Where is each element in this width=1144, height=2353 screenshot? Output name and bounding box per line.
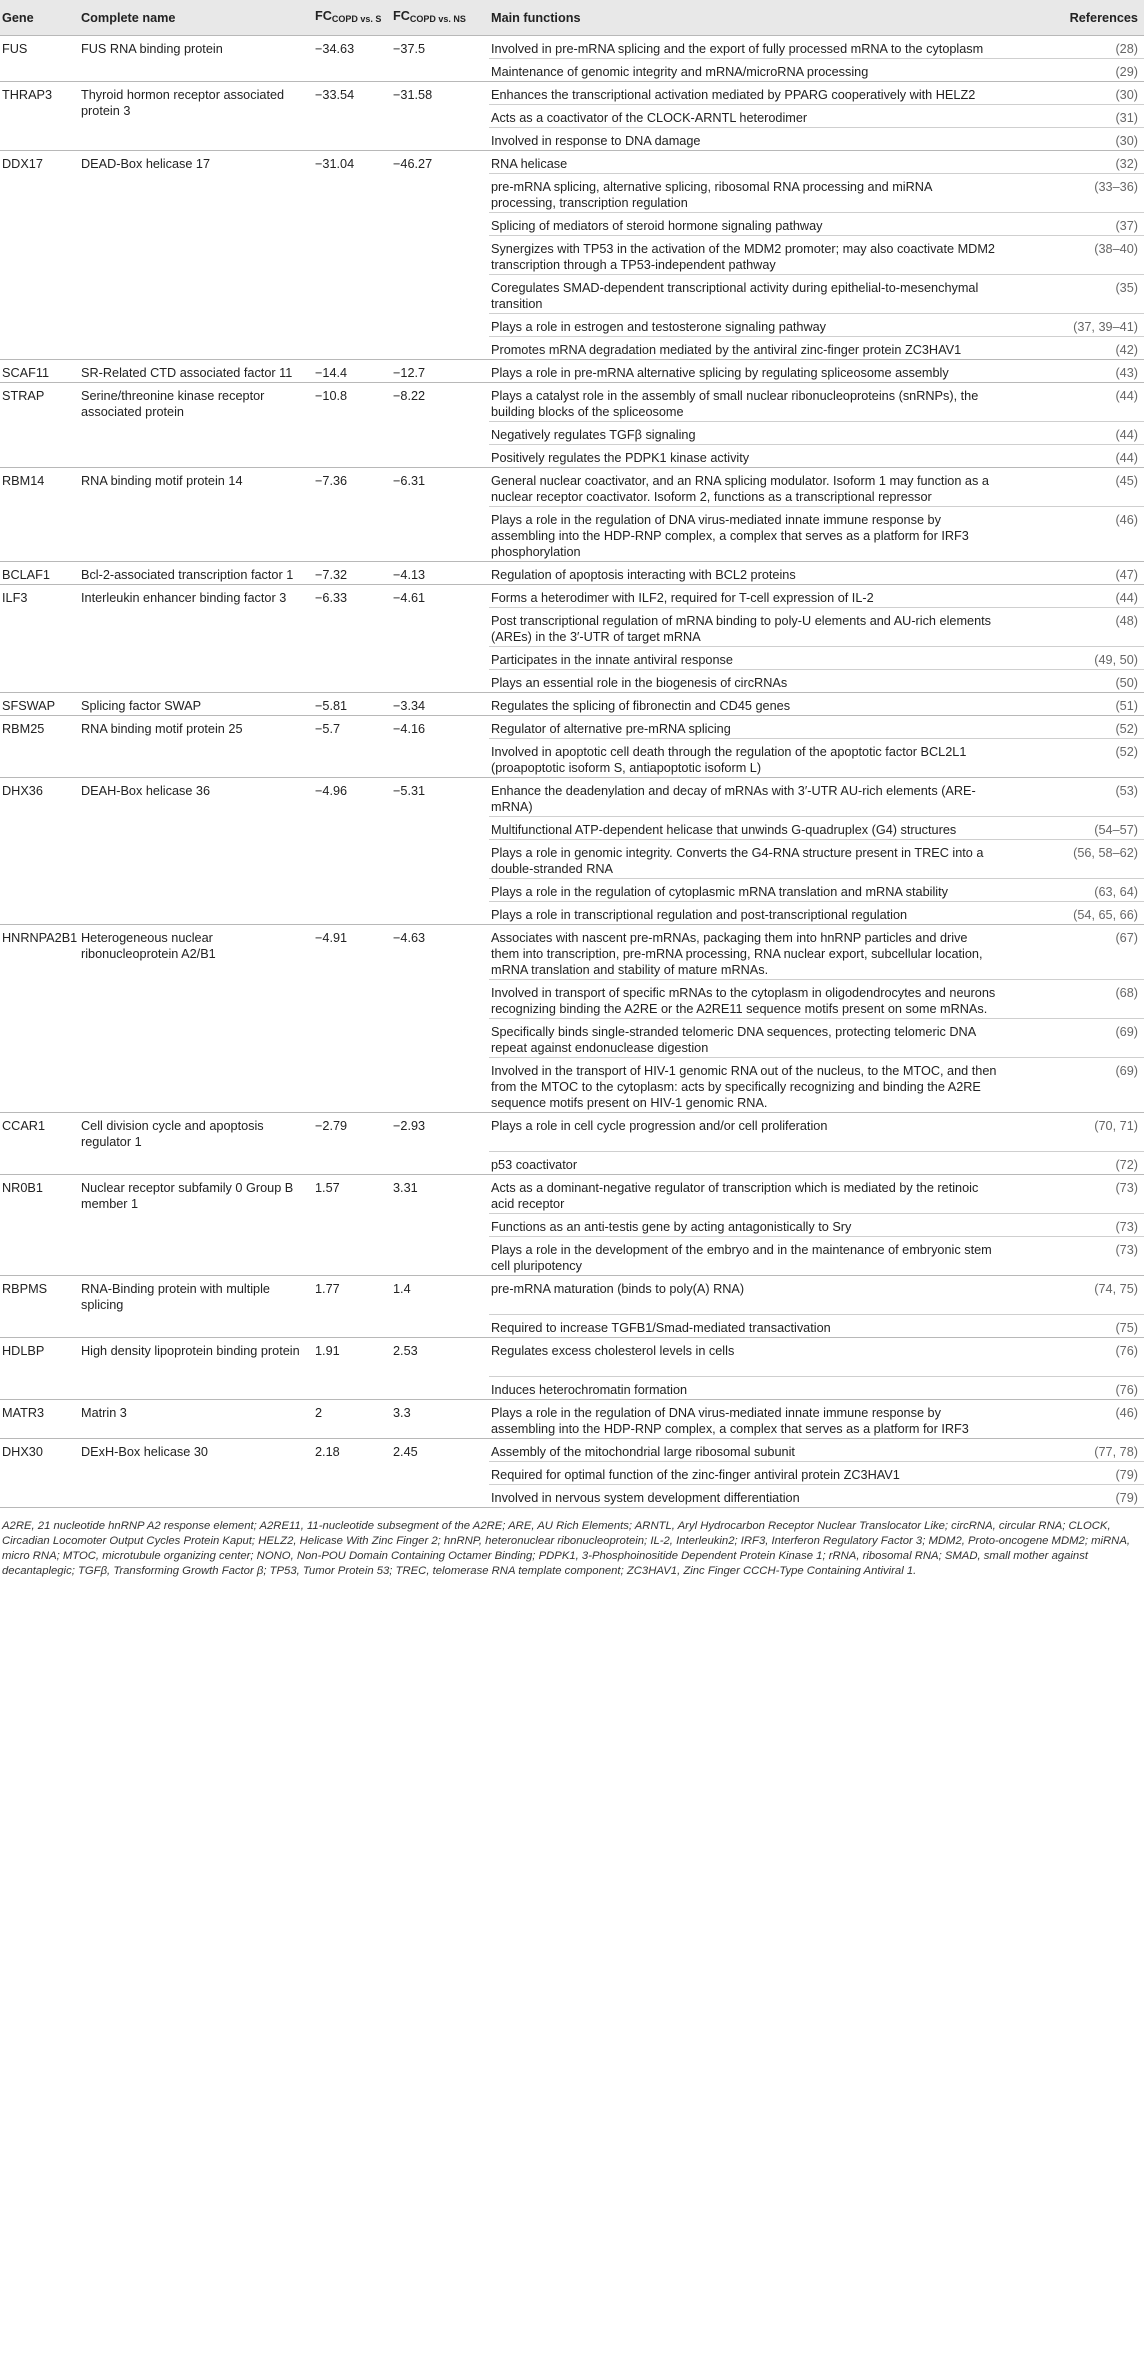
reference: (51) — [1003, 693, 1144, 716]
reference: (43) — [1003, 360, 1144, 383]
reference: (53) — [1003, 778, 1144, 817]
main-function: Post transcriptional regulation of mRNA binding to poly-U elements and AU-rich elements (AREs) in the 3′-UTR of target mRNA — [489, 608, 1003, 647]
main-function: Plays a role in genomic integrity. Converts the G4-RNA structure present in TREC into a double-stranded RNA — [489, 840, 1003, 879]
reference: (67) — [1003, 925, 1144, 980]
reference: (74, 75) — [1003, 1276, 1144, 1315]
gene-symbol: SFSWAP — [0, 693, 79, 716]
header-fc-copd-vs-ns: $FC_{COPD vs. NS}$ — [391, 0, 489, 36]
fc-copd-vs-ns: −37.5 — [391, 36, 489, 82]
gene-symbol: FUS — [0, 36, 79, 82]
gene-complete-name: RNA binding motif protein 25 — [79, 716, 313, 778]
reference: (38–40) — [1003, 236, 1144, 275]
table-row — [0, 36, 1144, 59]
gene-symbol: NR0B1 — [0, 1175, 79, 1276]
main-function: Involved in apoptotic cell death through the regulation of the apoptotic factor BCL2L1 (proapoptotic isoform S, antiapoptotic isoform L) — [489, 739, 1003, 778]
table-row — [0, 1276, 1144, 1315]
gene-symbol: BCLAF1 — [0, 562, 79, 585]
gene-complete-name: RNA binding motif protein 14 — [79, 468, 313, 562]
fc-copd-vs-s: 1.77 — [313, 1276, 391, 1338]
fc-copd-vs-s: −10.8 — [313, 383, 391, 468]
main-function: Involved in nervous system development differentiation — [489, 1485, 1003, 1508]
fc-copd-vs-s: −4.96 — [313, 778, 391, 925]
reference: (29) — [1003, 59, 1144, 82]
gene-complete-name: DEAD-Box helicase 17 — [79, 151, 313, 360]
main-function: Plays a role in pre-mRNA alternative splicing by regulating spliceosome assembly — [489, 360, 1003, 383]
table-header-row — [0, 0, 1144, 36]
fc-copd-vs-ns: 2.53 — [391, 1338, 489, 1400]
reference: (69) — [1003, 1019, 1144, 1058]
reference: (54–57) — [1003, 817, 1144, 840]
table-footnote: A2RE, 21 nucleotide hnRNP A2 response element; A2RE11, 11-nucleotide subsegment of the A2RE; ARE, AU Rich Elements; ARNTL, Aryl Hydrocarbon Receptor Nuclear Translocator Like; circRNA, circular RNA; CLOCK, Circadian Locomoter Output Cycles Protein Kaput; HELZ2, Helicase With Zinc Finger 2; hnRNP, heteronuclear ribonucleoprotein; IL-2, Interleukin2; IRF3, Interferon Regulatory Factor 3; MDM2, Proto-oncogene MDM2; miRNA, micro RNA; MTOC, microtubule organizing center; NONO, Non-POU Domain Containing Octamer Binding; PDPK1, 3-Phosphoinositide Dependent Protein Kinase 1; rRNA, ribosomal RNA; SMAD, small mother against decantaplegic; TGFβ, Transforming Growth Factor β; TP53, Tumor Protein 53; TREC, telomerase RNA template component; ZC3HAV1, Zinc Finger CCCH-Type Containing Antiviral 1. — [0, 1507, 1144, 1579]
reference: (76) — [1003, 1377, 1144, 1400]
gene-complete-name: Interleukin enhancer binding factor 3 — [79, 585, 313, 693]
main-function: Involved in the transport of HIV-1 genomic RNA out of the nucleus, to the MTOC, and then from the MTOC to the cytoplasm: acts by specifically recognizing and binding the A2RE sequence motifs present on HIV-1 genomic RNA. — [489, 1058, 1003, 1113]
main-function: p53 coactivator — [489, 1152, 1003, 1175]
gene-complete-name: Heterogeneous nuclear ribonucleoprotein A2/B1 — [79, 925, 313, 1113]
fc-copd-vs-s: −6.33 — [313, 585, 391, 693]
fc-copd-vs-ns: 1.4 — [391, 1276, 489, 1338]
main-function: Forms a heterodimer with ILF2, required for T-cell expression of IL-2 — [489, 585, 1003, 608]
main-function: Participates in the innate antiviral response — [489, 647, 1003, 670]
gene-symbol: THRAP3 — [0, 82, 79, 151]
main-function: Negatively regulates TGFβ signaling — [489, 422, 1003, 445]
reference: (70, 71) — [1003, 1113, 1144, 1152]
gene-complete-name: RNA-Binding protein with multiple splicing — [79, 1276, 313, 1338]
main-function: Splicing of mediators of steroid hormone signaling pathway — [489, 213, 1003, 236]
gene-symbol: RBPMS — [0, 1276, 79, 1338]
fc-copd-vs-s: −5.7 — [313, 716, 391, 778]
main-function: Involved in transport of specific mRNAs to the cytoplasm in oligodendrocytes and neurons recognizing binding the A2RE or the A2RE11 sequence motifs present on some mRNAs. — [489, 980, 1003, 1019]
fc-copd-vs-ns: 3.31 — [391, 1175, 489, 1276]
fc-copd-vs-s: −2.79 — [313, 1113, 391, 1175]
reference: (46) — [1003, 507, 1144, 562]
reference: (73) — [1003, 1175, 1144, 1214]
fc-copd-vs-ns: −2.93 — [391, 1113, 489, 1175]
table-row — [0, 1400, 1144, 1439]
reference: (73) — [1003, 1214, 1144, 1237]
fc-copd-vs-ns: −6.31 — [391, 468, 489, 562]
gene-symbol: HDLBP — [0, 1338, 79, 1400]
fc-copd-vs-s: −4.91 — [313, 925, 391, 1113]
gene-complete-name: FUS RNA binding protein — [79, 36, 313, 82]
gene-complete-name: Splicing factor SWAP — [79, 693, 313, 716]
reference: (48) — [1003, 608, 1144, 647]
header-complete-name: Complete name — [79, 0, 313, 36]
main-function: Required to increase TGFB1/Smad-mediated transactivation — [489, 1315, 1003, 1338]
fc-copd-vs-s: −5.81 — [313, 693, 391, 716]
fc-copd-vs-s: −33.54 — [313, 82, 391, 151]
main-function: pre-mRNA maturation (binds to poly(A) RNA) — [489, 1276, 1003, 1315]
main-function: Acts as a dominant-negative regulator of transcription which is mediated by the retinoic acid receptor — [489, 1175, 1003, 1214]
main-function: Induces heterochromatin formation — [489, 1377, 1003, 1400]
reference: (44) — [1003, 585, 1144, 608]
fc-copd-vs-ns: −8.22 — [391, 383, 489, 468]
main-function: General nuclear coactivator, and an RNA splicing modulator. Isoform 1 may function as a nuclear receptor coactivator. Isoform 2, functions as a transcriptional repressor — [489, 468, 1003, 507]
fc-copd-vs-ns: −5.31 — [391, 778, 489, 925]
main-function: Assembly of the mitochondrial large ribosomal subunit — [489, 1439, 1003, 1462]
table-row — [0, 562, 1144, 585]
reference: (37) — [1003, 213, 1144, 236]
table-row — [0, 468, 1144, 507]
fc-copd-vs-s: −7.36 — [313, 468, 391, 562]
main-function: Regulator of alternative pre-mRNA splicing — [489, 716, 1003, 739]
fc-copd-vs-ns: −4.63 — [391, 925, 489, 1113]
reference: (30) — [1003, 128, 1144, 151]
main-function: Positively regulates the PDPK1 kinase activity — [489, 445, 1003, 468]
main-function: Involved in pre-mRNA splicing and the export of fully processed mRNA to the cytoplasm — [489, 36, 1003, 59]
fc-copd-vs-s: −7.32 — [313, 562, 391, 585]
fc-copd-vs-ns: −4.61 — [391, 585, 489, 693]
main-function: Plays an essential role in the biogenesis of circRNAs — [489, 670, 1003, 693]
fc-copd-vs-ns: −31.58 — [391, 82, 489, 151]
reference: (47) — [1003, 562, 1144, 585]
reference: (75) — [1003, 1315, 1144, 1338]
reference: (63, 64) — [1003, 879, 1144, 902]
main-function: Enhance the deadenylation and decay of mRNAs with 3′-UTR AU-rich elements (ARE-mRNA) — [489, 778, 1003, 817]
reference: (42) — [1003, 337, 1144, 360]
gene-complete-name: SR-Related CTD associated factor 11 — [79, 360, 313, 383]
fc-copd-vs-s: 2 — [313, 1400, 391, 1439]
main-function: Regulation of apoptosis interacting with BCL2 proteins — [489, 562, 1003, 585]
gene-symbol: ILF3 — [0, 585, 79, 693]
reference: (37, 39–41) — [1003, 314, 1144, 337]
main-function: Plays a role in estrogen and testosterone signaling pathway — [489, 314, 1003, 337]
reference: (77, 78) — [1003, 1439, 1144, 1462]
gene-symbol: DHX36 — [0, 778, 79, 925]
main-function: Plays a role in cell cycle progression and/or cell proliferation — [489, 1113, 1003, 1152]
reference: (31) — [1003, 105, 1144, 128]
main-function: Synergizes with TP53 in the activation of the MDM2 promoter; may also coactivate MDM2 transcription through a TP53-independent pathway — [489, 236, 1003, 275]
fc-copd-vs-s: −14.4 — [313, 360, 391, 383]
gene-symbol: DHX30 — [0, 1439, 79, 1508]
reference: (44) — [1003, 383, 1144, 422]
main-function: Involved in response to DNA damage — [489, 128, 1003, 151]
main-function: Promotes mRNA degradation mediated by the antiviral zinc-finger protein ZC3HAV1 — [489, 337, 1003, 360]
fc-copd-vs-s: 1.91 — [313, 1338, 391, 1400]
gene-symbol: MATR3 — [0, 1400, 79, 1439]
reference: (44) — [1003, 422, 1144, 445]
table-row — [0, 693, 1144, 716]
main-function: Associates with nascent pre-mRNAs, packaging them into hnRNP particles and drive them into transcription, pre-mRNA processing, RNA nuclear export, subcellular location, mRNA translation and stability of mature mRNAs. — [489, 925, 1003, 980]
reference: (68) — [1003, 980, 1144, 1019]
reference: (79) — [1003, 1462, 1144, 1485]
main-function: Required for optimal function of the zinc-finger antiviral protein ZC3HAV1 — [489, 1462, 1003, 1485]
main-function: Regulates the splicing of fibronectin and CD45 genes — [489, 693, 1003, 716]
main-function: Plays a catalyst role in the assembly of small nuclear ribonucleoproteins (snRNPs), the building blocks of the spliceosome — [489, 383, 1003, 422]
table-row — [0, 360, 1144, 383]
gene-symbol: HNRNPA2B1 — [0, 925, 79, 1113]
reference: (49, 50) — [1003, 647, 1144, 670]
gene-complete-name: Bcl-2-associated transcription factor 1 — [79, 562, 313, 585]
fc-copd-vs-s: 2.18 — [313, 1439, 391, 1508]
table-row — [0, 778, 1144, 817]
reference: (69) — [1003, 1058, 1144, 1113]
table-row — [0, 925, 1144, 980]
reference: (32) — [1003, 151, 1144, 174]
main-function: Plays a role in the regulation of cytoplasmic mRNA translation and mRNA stability — [489, 879, 1003, 902]
reference: (30) — [1003, 82, 1144, 105]
gene-complete-name: Serine/threonine kinase receptor associated protein — [79, 383, 313, 468]
reference: (28) — [1003, 36, 1144, 59]
reference: (52) — [1003, 739, 1144, 778]
fc-copd-vs-ns: 2.45 — [391, 1439, 489, 1508]
fc-copd-vs-ns: −4.13 — [391, 562, 489, 585]
fc-copd-vs-ns: −12.7 — [391, 360, 489, 383]
reference: (54, 65, 66) — [1003, 902, 1144, 925]
table-row — [0, 1439, 1144, 1462]
gene-complete-name: Matrin 3 — [79, 1400, 313, 1439]
gene-symbol: RBM25 — [0, 716, 79, 778]
gene-symbol: RBM14 — [0, 468, 79, 562]
main-function: pre-mRNA splicing, alternative splicing, ribosomal RNA processing and miRNA processing, transcription regulation — [489, 174, 1003, 213]
main-function: Acts as a coactivator of the CLOCK-ARNTL heterodimer — [489, 105, 1003, 128]
main-function: RNA helicase — [489, 151, 1003, 174]
reference: (79) — [1003, 1485, 1144, 1508]
fc-copd-vs-ns: −4.16 — [391, 716, 489, 778]
table-row — [0, 716, 1144, 739]
gene-complete-name: High density lipoprotein binding protein — [79, 1338, 313, 1400]
main-function: Enhances the transcriptional activation mediated by PPARG cooperatively with HELZ2 — [489, 82, 1003, 105]
gene-complete-name: Cell division cycle and apoptosis regulator 1 — [79, 1113, 313, 1175]
header-main-functions: Main functions — [489, 0, 1003, 36]
table-row — [0, 82, 1144, 105]
fc-copd-vs-s: 1.57 — [313, 1175, 391, 1276]
main-function: Plays a role in transcriptional regulation and post-transcriptional regulation — [489, 902, 1003, 925]
reference: (45) — [1003, 468, 1144, 507]
reference: (72) — [1003, 1152, 1144, 1175]
fc-copd-vs-ns: 3.3 — [391, 1400, 489, 1439]
table-row — [0, 1113, 1144, 1152]
fc-copd-vs-s: −31.04 — [313, 151, 391, 360]
table-row — [0, 151, 1144, 174]
reference: (76) — [1003, 1338, 1144, 1377]
reference: (46) — [1003, 1400, 1144, 1439]
fc-copd-vs-ns: −46.27 — [391, 151, 489, 360]
table-row — [0, 1175, 1144, 1214]
main-function: Maintenance of genomic integrity and mRNA/microRNA processing — [489, 59, 1003, 82]
main-function: Plays a role in the regulation of DNA virus-mediated innate immune response by assembling into the HDP-RNP complex, a complex that serves as a platform for IRF3 phosphorylation — [489, 507, 1003, 562]
gene-symbol: SCAF11 — [0, 360, 79, 383]
main-function: Plays a role in the development of the embryo and in the maintenance of embryonic stem cell pluripotency — [489, 1237, 1003, 1276]
table-row — [0, 1338, 1144, 1377]
fc-copd-vs-ns: −3.34 — [391, 693, 489, 716]
gene-complete-name: Thyroid hormon receptor associated protein 3 — [79, 82, 313, 151]
reference: (44) — [1003, 445, 1144, 468]
reference: (56, 58–62) — [1003, 840, 1144, 879]
gene-symbol: DDX17 — [0, 151, 79, 360]
main-function: Regulates excess cholesterol levels in cells — [489, 1338, 1003, 1377]
main-function: Specifically binds single-stranded telomeric DNA sequences, protecting telomeric DNA repeat against endonuclease digestion — [489, 1019, 1003, 1058]
gene-complete-name: Nuclear receptor subfamily 0 Group B member 1 — [79, 1175, 313, 1276]
main-function: Multifunctional ATP-dependent helicase that unwinds G-quadruplex (G4) structures — [489, 817, 1003, 840]
table-row — [0, 585, 1144, 608]
main-function: Functions as an anti-testis gene by acting antagonistically to Sry — [489, 1214, 1003, 1237]
gene-symbol: STRAP — [0, 383, 79, 468]
reference: (35) — [1003, 275, 1144, 314]
header-references: References — [1003, 0, 1144, 36]
main-function: Coregulates SMAD-dependent transcriptional activity during epithelial-to-mesenchymal transition — [489, 275, 1003, 314]
reference: (73) — [1003, 1237, 1144, 1276]
table-body — [0, 36, 1144, 1508]
gene-complete-name: DExH-Box helicase 30 — [79, 1439, 313, 1508]
main-function: Plays a role in the regulation of DNA virus-mediated innate immune response by assembling into the HDP-RNP complex, a complex that serves as a platform for IRF3 — [489, 1400, 1003, 1439]
header-gene: Gene — [0, 0, 79, 36]
header-fc-copd-vs-s: $FC_{COPD vs. S}$ — [313, 0, 391, 36]
gene-complete-name: DEAH-Box helicase 36 — [79, 778, 313, 925]
reference: (50) — [1003, 670, 1144, 693]
gene-symbol: CCAR1 — [0, 1113, 79, 1175]
fc-copd-vs-s: −34.63 — [313, 36, 391, 82]
table-row — [0, 383, 1144, 422]
reference: (33–36) — [1003, 174, 1144, 213]
reference: (52) — [1003, 716, 1144, 739]
